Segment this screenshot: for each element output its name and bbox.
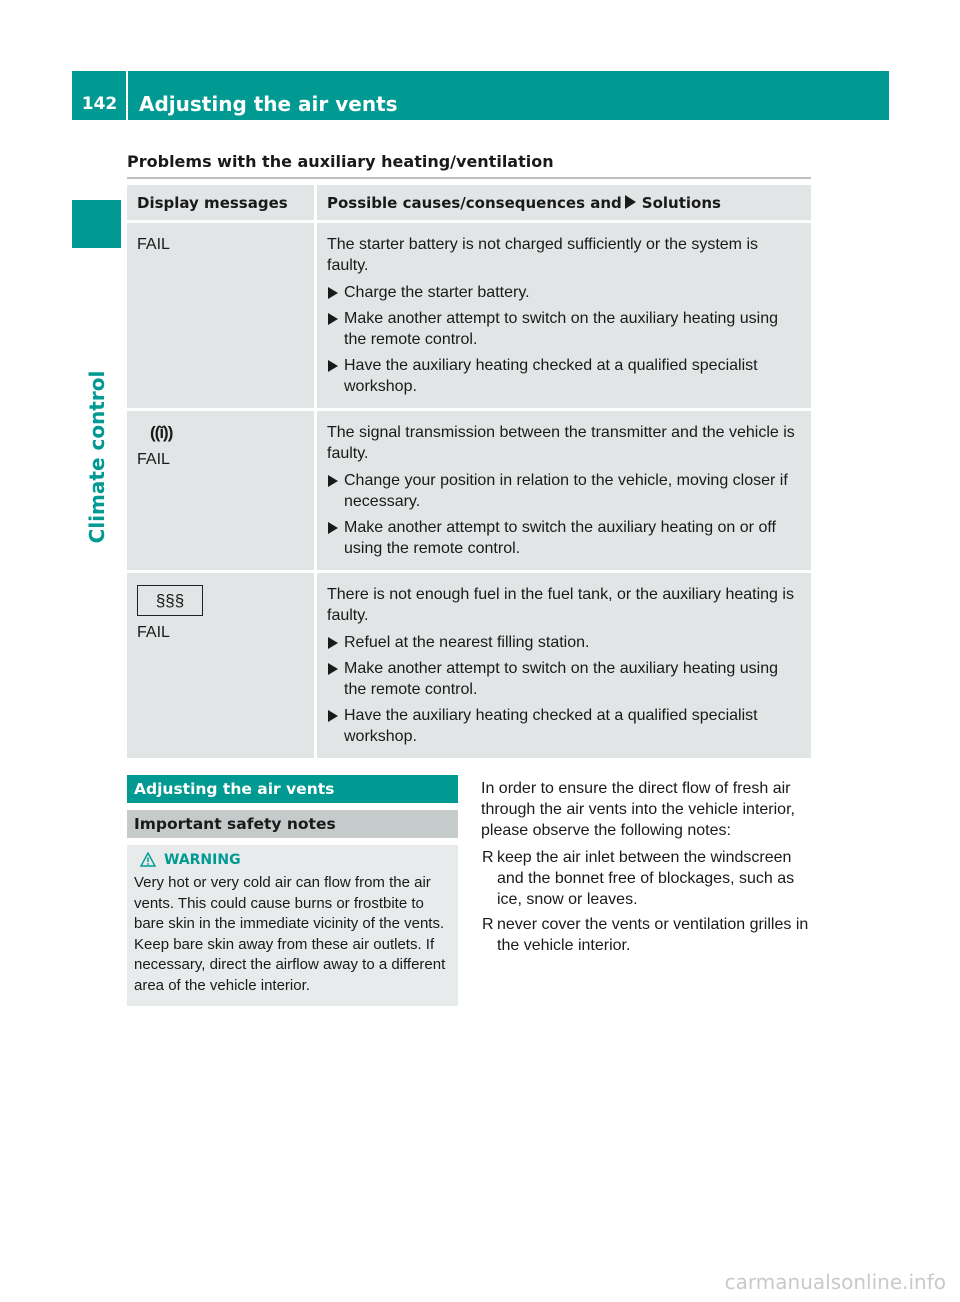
action-arrow-icon [328,710,338,722]
warning-label: WARNING [164,852,241,868]
list-item [327,470,801,512]
display-cell [127,573,317,758]
solution-text: Make another attempt to switch the auxiliary heating on or off using the remote control. [344,519,776,557]
list-item [481,914,813,956]
action-arrow-icon [328,522,338,534]
section-heading: Problems with the auxiliary heating/ventilation [127,152,554,171]
warning-text: Very hot or very cold air can flow from the air vents. This could cause burns or frostbite to bare skin in the immediate vicinity of the vents. Keep bare skin away from these air outlets. If necessary, direct the airflow away to a different area of the vehicle interior. [134,874,446,994]
watermark: carmanualsonline.info [724,1270,946,1294]
list-item [327,308,801,350]
solution-text: Charge the starter battery. [344,284,530,301]
causes-cell [317,223,811,411]
section-divider [127,177,811,179]
solution-text: Have the auxiliary heating checked at a qualified specialist workshop. [344,357,758,395]
warning-box [127,845,458,1006]
note-text: never cover the vents or ventilation grilles in the vehicle interior. [497,916,809,954]
page-number: 142 [81,94,118,114]
solution-text: Have the auxiliary heating checked at a qualified specialist workshop. [344,707,758,745]
solution-text: Make another attempt to switch on the auxiliary heating using the remote control. [344,660,779,698]
display-cell [127,411,317,573]
solution-text: Make another attempt to switch on the auxiliary heating using the remote control. [344,310,779,348]
action-arrow-icon [328,637,338,649]
notes-list [481,847,813,956]
list-item [327,517,801,559]
bullet-icon: R [482,849,494,866]
safety-subheading: Important safety notes [127,810,458,838]
action-arrow-icon [328,360,338,372]
warning-icon [140,852,156,867]
header-divider [126,71,128,120]
heating-icon: §§§ [137,585,203,616]
col-header-causes-text: Possible causes/consequences and [327,193,622,212]
solution-arrow-icon [625,195,636,209]
list-item [327,705,801,747]
note-text: keep the air inlet between the windscreen and the bonnet free of blockages, such as ice, snow or leaves. [497,849,795,908]
table-header-row [127,185,811,223]
list-item [481,847,813,910]
list-item [327,658,801,700]
display-message: FAIL [137,236,170,253]
table-row [127,223,811,411]
vents-heading: Adjusting the air vents [127,775,458,803]
bullet-icon: R [482,916,494,933]
page-title: Adjusting the air vents [139,92,398,116]
display-cell [127,223,317,411]
display-message: FAIL [137,451,170,468]
table-row [127,411,811,573]
cause-text: The signal transmission between the transmitter and the vehicle is faulty. [327,424,795,462]
side-tab [72,200,121,248]
col-header-display: Display messages [127,185,317,223]
col-header-solutions-text: Solutions [641,193,721,212]
antenna-icon: ((ǐ)) [150,423,173,442]
table-row [127,573,811,758]
cause-text: There is not enough fuel in the fuel tank, or the auxiliary heating is faulty. [327,586,794,624]
solution-list [327,632,801,747]
display-message: FAIL [137,624,170,641]
action-arrow-icon [328,475,338,487]
problems-table [127,185,811,758]
chapter-label: Climate control [84,370,109,544]
warning-header [134,851,452,873]
solution-text: Change your position in relation to the vehicle, moving closer if necessary. [344,472,788,510]
list-item [327,355,801,397]
vents-notes [481,778,813,960]
col-header-causes [317,185,811,223]
action-arrow-icon [328,287,338,299]
causes-cell [317,411,811,573]
causes-cell [317,573,811,758]
intro-text: In order to ensure the direct flow of fresh air through the air vents into the vehicle interior, please observe the following notes: [481,780,795,839]
list-item [327,632,801,653]
action-arrow-icon [328,313,338,325]
cause-text: The starter battery is not charged sufficiently or the system is faulty. [327,236,758,274]
solution-list [327,282,801,397]
side-tab-label [72,252,121,662]
action-arrow-icon [328,663,338,675]
list-item [327,282,801,303]
solution-list [327,470,801,559]
solution-text: Refuel at the nearest filling station. [344,634,590,651]
